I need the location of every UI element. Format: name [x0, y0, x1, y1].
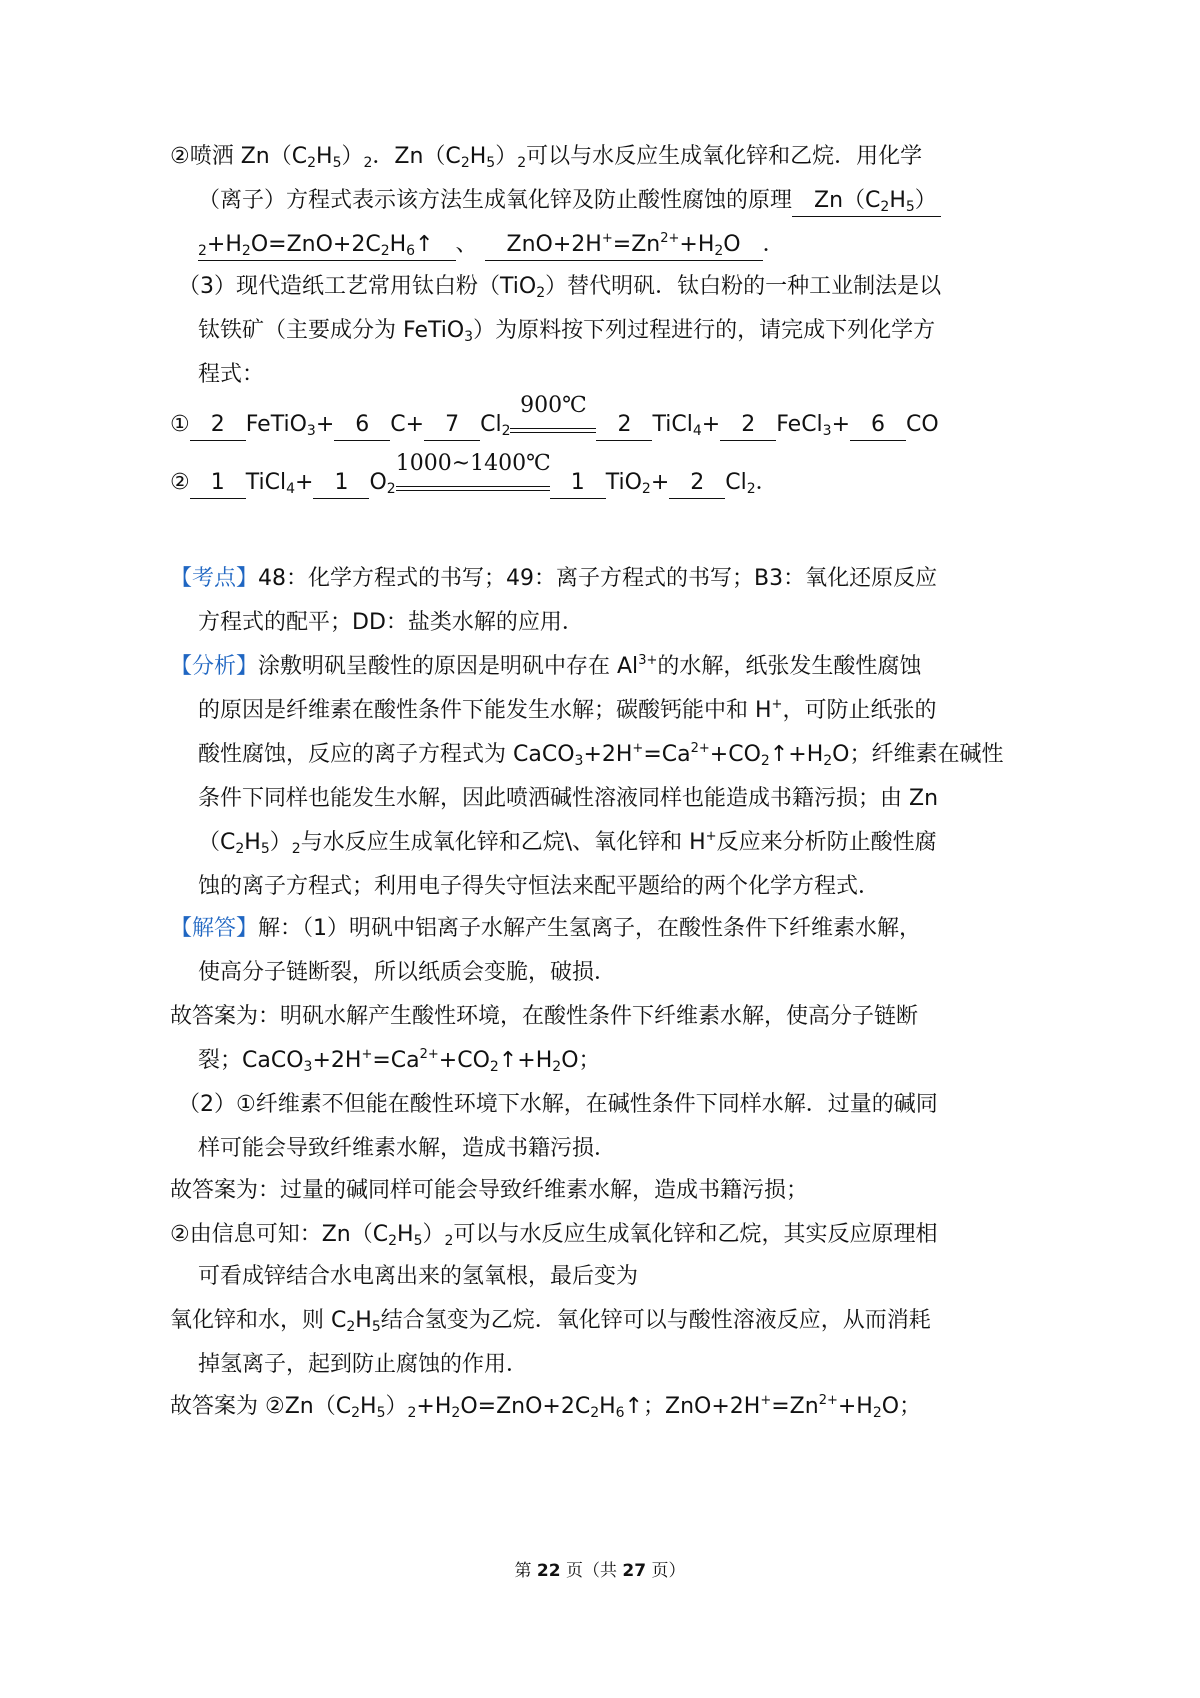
sub: 2 — [714, 243, 724, 259]
section-tag: 【考点】 — [170, 566, 259, 591]
text: CO — [906, 412, 939, 437]
text: ） — [269, 830, 292, 855]
sub: 2 — [363, 155, 373, 171]
text: TiCl — [652, 412, 693, 437]
text: FeCl — [776, 412, 823, 437]
coef-blank: 7 — [424, 410, 480, 441]
text: 蚀的离子方程式；利用电子得失守恒法来配平题给的两个化学方程式． — [198, 874, 881, 899]
sub: 2 — [451, 1405, 461, 1421]
sub: 2 — [444, 1233, 454, 1249]
sub: 2 — [388, 1233, 398, 1249]
text: +H — [679, 232, 715, 257]
text: 程式： — [198, 362, 265, 387]
sub: 2 — [489, 1059, 499, 1075]
jieda-line-8 — [170, 1220, 937, 1250]
text: Cl — [725, 470, 747, 495]
sub: 2 — [351, 1405, 361, 1421]
equals-line — [510, 428, 596, 429]
sub: 2 — [460, 155, 470, 171]
sub: 3 — [822, 423, 832, 439]
coef-blank: 2 — [720, 410, 776, 441]
text: +H — [416, 1394, 452, 1419]
coef-blank: 1 — [313, 468, 369, 499]
sub: 2 — [746, 481, 756, 497]
text: +H — [837, 1394, 873, 1419]
text: ） — [341, 144, 364, 169]
sub: 2 — [880, 199, 890, 215]
sub: 3 — [306, 423, 316, 439]
condition-text: 900℃ — [520, 393, 587, 418]
text: H — [360, 1394, 377, 1419]
sup: + — [705, 829, 717, 844]
text: 裂；CaCO — [198, 1048, 304, 1073]
jieda-line-2 — [198, 958, 616, 988]
sub: 5 — [260, 841, 270, 857]
equation-1 — [170, 393, 939, 441]
text: H — [244, 830, 261, 855]
q3-line-1 — [178, 272, 941, 302]
reaction-condition — [510, 393, 596, 441]
text: H — [889, 188, 906, 213]
jieda-line-5 — [178, 1090, 938, 1120]
sub: 2 — [241, 243, 251, 259]
fenxi-line-4 — [198, 784, 938, 814]
sub: 3 — [303, 1059, 313, 1075]
text: 的原因是纤维素在酸性条件下能发生水解；碳酸钙能中和 H — [198, 698, 772, 723]
sup: 3+ — [638, 653, 658, 668]
sub: 2 — [407, 1405, 417, 1421]
text: 页（共 — [560, 1561, 623, 1581]
fenxi-line-1 — [170, 652, 921, 682]
sub: 2 — [552, 1059, 562, 1075]
sub: 5 — [332, 155, 342, 171]
text: ② — [170, 470, 190, 495]
jieda-line-1 — [170, 914, 921, 944]
text: O； — [881, 1394, 922, 1419]
text: +CO — [438, 1048, 490, 1073]
text: 故答案为：过量的碱同样可能会导致纤维素水解，造成书籍污损； — [170, 1178, 809, 1203]
text: 方程式的配平；DD：盐类水解的应用． — [198, 610, 584, 635]
text: =Zn — [771, 1394, 819, 1419]
text: 钛铁矿（主要成分为 FeTiO — [198, 318, 465, 343]
sub: 2 — [641, 481, 651, 497]
answer-blank-1b — [198, 231, 456, 261]
sub: 2 — [307, 155, 317, 171]
jieda-line-11 — [198, 1350, 528, 1380]
sub: 6 — [615, 1405, 625, 1421]
sup: 2+ — [818, 1393, 838, 1408]
sup: 2+ — [690, 741, 710, 756]
text: 48：化学方程式的书写；49：离子方程式的书写；B3：氧化还原反应 — [258, 566, 938, 591]
text: ）替代明矾．钛白粉的一种工业制法是以 — [545, 274, 942, 299]
text: （C — [198, 830, 236, 855]
text: Cl — [480, 412, 502, 437]
text: 涂敷明矾呈酸性的原因是明矾中存在 Al — [258, 654, 639, 679]
coef-blank: 2 — [596, 410, 652, 441]
text: O=ZnO+2C — [250, 232, 381, 257]
section-tag: 【分析】 — [170, 654, 259, 679]
jieda-line-4 — [198, 1046, 601, 1076]
text: 酸性腐蚀，反应的离子方程式为 CaCO — [198, 742, 575, 767]
sup: 2+ — [660, 231, 680, 246]
coef-blank: 6 — [334, 410, 390, 441]
sub: 2 — [536, 285, 546, 301]
page-number: 22 — [536, 1561, 561, 1581]
text: O； — [561, 1048, 601, 1073]
text: + — [701, 412, 721, 437]
text: ZnO+2H — [506, 232, 602, 257]
sup: + — [632, 741, 644, 756]
jieda-line-9 — [198, 1262, 638, 1292]
coef-blank: 1 — [550, 468, 606, 499]
text: （3）现代造纸工艺常用钛白粉（TiO — [178, 274, 537, 299]
q2-line-3 — [198, 230, 785, 261]
text: 故答案为：明矾水解产生酸性环境，在酸性条件下纤维素水解，使高分子链断 — [170, 1004, 919, 1029]
text: 掉氢离子，起到防止腐蚀的作用． — [198, 1352, 529, 1377]
text: + — [650, 470, 670, 495]
text: 条件下同样也能发生水解，因此喷洒碱性溶液同样也能造成书籍污损；由 Zn — [198, 786, 939, 811]
text: 可以与水反应生成氧化锌和乙烷，其实反应原理相 — [453, 1222, 938, 1247]
sub: 2 — [872, 1405, 882, 1421]
text: H — [316, 144, 333, 169]
text: H — [469, 144, 487, 169]
text: FeTiO — [245, 412, 307, 437]
text: H — [355, 1308, 372, 1333]
text: 结合氢变为乙烷．氧化锌可以与酸性溶液反应，从而消耗 — [380, 1308, 931, 1333]
jieda-line-3 — [170, 1002, 918, 1032]
text: ） — [422, 1222, 445, 1247]
text: O=ZnO+2C — [460, 1394, 591, 1419]
jieda-line-7 — [170, 1176, 808, 1206]
text: ． — [755, 470, 778, 495]
sub: 3 — [574, 753, 584, 769]
q2-line-1 — [170, 142, 922, 172]
sup: + — [760, 1393, 772, 1408]
text: 使高分子链断裂，所以纸质会变脆，破损． — [198, 960, 617, 985]
text: ②由信息可知：Zn（C — [170, 1222, 389, 1247]
kaodian-line-1 — [170, 564, 937, 594]
reaction-condition — [395, 451, 551, 499]
equation-2 — [170, 451, 778, 499]
sub: 5 — [413, 1233, 423, 1249]
text: ↑+H — [769, 742, 824, 767]
sub: 2 — [380, 243, 390, 259]
sub: 2 — [386, 481, 396, 497]
text: =Zn — [612, 232, 661, 257]
text: 故答案为 ②Zn（C — [170, 1394, 352, 1419]
q3-line-2 — [198, 316, 935, 346]
equals-line — [396, 486, 550, 487]
sub: 2 — [198, 243, 207, 259]
sub: 2 — [823, 753, 833, 769]
sub: 2 — [235, 841, 245, 857]
text: H — [389, 232, 407, 257]
coef-blank: 2 — [669, 468, 725, 499]
sub: 5 — [371, 1319, 381, 1335]
text: +2H — [583, 742, 633, 767]
sup: 2+ — [419, 1047, 439, 1062]
text: 反应来分析防止酸性腐 — [716, 830, 937, 855]
total-pages: 27 — [622, 1561, 647, 1581]
text: + — [315, 412, 335, 437]
text: 样可能会导致纤维素水解，造成书籍污损． — [198, 1136, 617, 1161]
page-footer — [0, 1556, 1200, 1581]
sub: 2 — [291, 841, 301, 857]
sup: + — [771, 697, 783, 712]
equals-line — [396, 490, 550, 491]
coef-blank: 6 — [850, 410, 906, 441]
text: ②喷洒 Zn（C — [170, 144, 308, 169]
text: + — [295, 470, 314, 495]
text: C+ — [390, 412, 425, 437]
sub: 5 — [376, 1405, 386, 1421]
text: Zn（C — [814, 188, 881, 213]
q3-line-3 — [198, 360, 264, 390]
text: ↑；ZnO+2H — [624, 1394, 761, 1419]
text: +CO — [709, 742, 761, 767]
text: 解：（1）明矾中铝离子水解产生氢离子，在酸性条件下纤维素水解， — [258, 916, 922, 941]
fenxi-line-6 — [198, 872, 880, 902]
text: TiCl — [245, 470, 287, 495]
text: ）为原料按下列过程进行的，请完成下列化学方 — [473, 318, 936, 343]
jieda-line-12 — [170, 1392, 921, 1422]
text: TiO — [605, 470, 642, 495]
sup: + — [601, 231, 613, 246]
q2-line-2 — [198, 186, 941, 217]
text: +H — [206, 232, 242, 257]
text: 、 — [455, 232, 478, 257]
sub: 2 — [590, 1405, 600, 1421]
text: ↑+H — [498, 1048, 553, 1073]
text: =Ca — [372, 1048, 420, 1073]
text: （离子）方程式表示该方法生成氧化锌及防止酸性腐蚀的原理 — [198, 188, 793, 213]
sub: 2 — [760, 753, 770, 769]
jieda-line-10 — [170, 1306, 931, 1336]
sub: 6 — [406, 243, 416, 259]
coef-blank: 2 — [190, 410, 246, 441]
sub: 4 — [286, 481, 296, 497]
text: ，可防止纸张的 — [782, 698, 937, 723]
text: H — [599, 1394, 616, 1419]
fenxi-line-2 — [198, 696, 936, 726]
text: +2H — [312, 1048, 362, 1073]
text: ． — [762, 232, 785, 257]
sub: 5 — [486, 155, 496, 171]
text: ．Zn（C — [372, 144, 461, 169]
kaodian-line-2 — [198, 608, 584, 638]
sup: + — [361, 1047, 373, 1062]
text: ） — [914, 188, 937, 213]
sub: 4 — [692, 423, 702, 439]
text: 的水解，纸张发生酸性腐蚀 — [657, 654, 922, 679]
text: O；纤维素在碱性 — [832, 742, 1004, 767]
text: 页） — [646, 1561, 686, 1581]
text: ） — [495, 144, 518, 169]
sub: 2 — [501, 423, 511, 439]
sub: 2 — [346, 1319, 356, 1335]
text: =Ca — [643, 742, 691, 767]
sub: 2 — [517, 155, 527, 171]
sub: 3 — [464, 329, 474, 345]
text: 氧化锌和水，则 C — [170, 1308, 347, 1333]
text: H — [397, 1222, 414, 1247]
answer-blank-1a — [792, 187, 941, 217]
coef-blank: 1 — [190, 468, 246, 499]
fenxi-line-3 — [198, 740, 1004, 770]
text: 与水反应生成氧化锌和乙烷\、氧化锌和 H — [300, 830, 706, 855]
text: 可以与水反应生成氧化锌和乙烷．用化学 — [526, 144, 923, 169]
text: 可看成锌结合水电离出来的氢氧根，最后变为 — [198, 1264, 639, 1289]
text: + — [831, 412, 851, 437]
answer-blank-2 — [485, 231, 763, 261]
jieda-line-6 — [198, 1134, 616, 1164]
text: ↑ — [415, 232, 434, 257]
text: ） — [385, 1394, 408, 1419]
text: O — [723, 232, 741, 257]
text: O — [369, 470, 387, 495]
condition-text: 1000~1400℃ — [395, 451, 551, 476]
text: （2）①纤维素不但能在酸性环境下水解，在碱性条件下同样水解．过量的碱同 — [178, 1092, 938, 1117]
text: 第 — [514, 1561, 537, 1581]
equals-line — [510, 432, 596, 433]
section-tag: 【解答】 — [170, 916, 259, 941]
fenxi-line-5 — [198, 828, 937, 858]
sub: 5 — [905, 199, 915, 215]
text: ① — [170, 412, 190, 437]
